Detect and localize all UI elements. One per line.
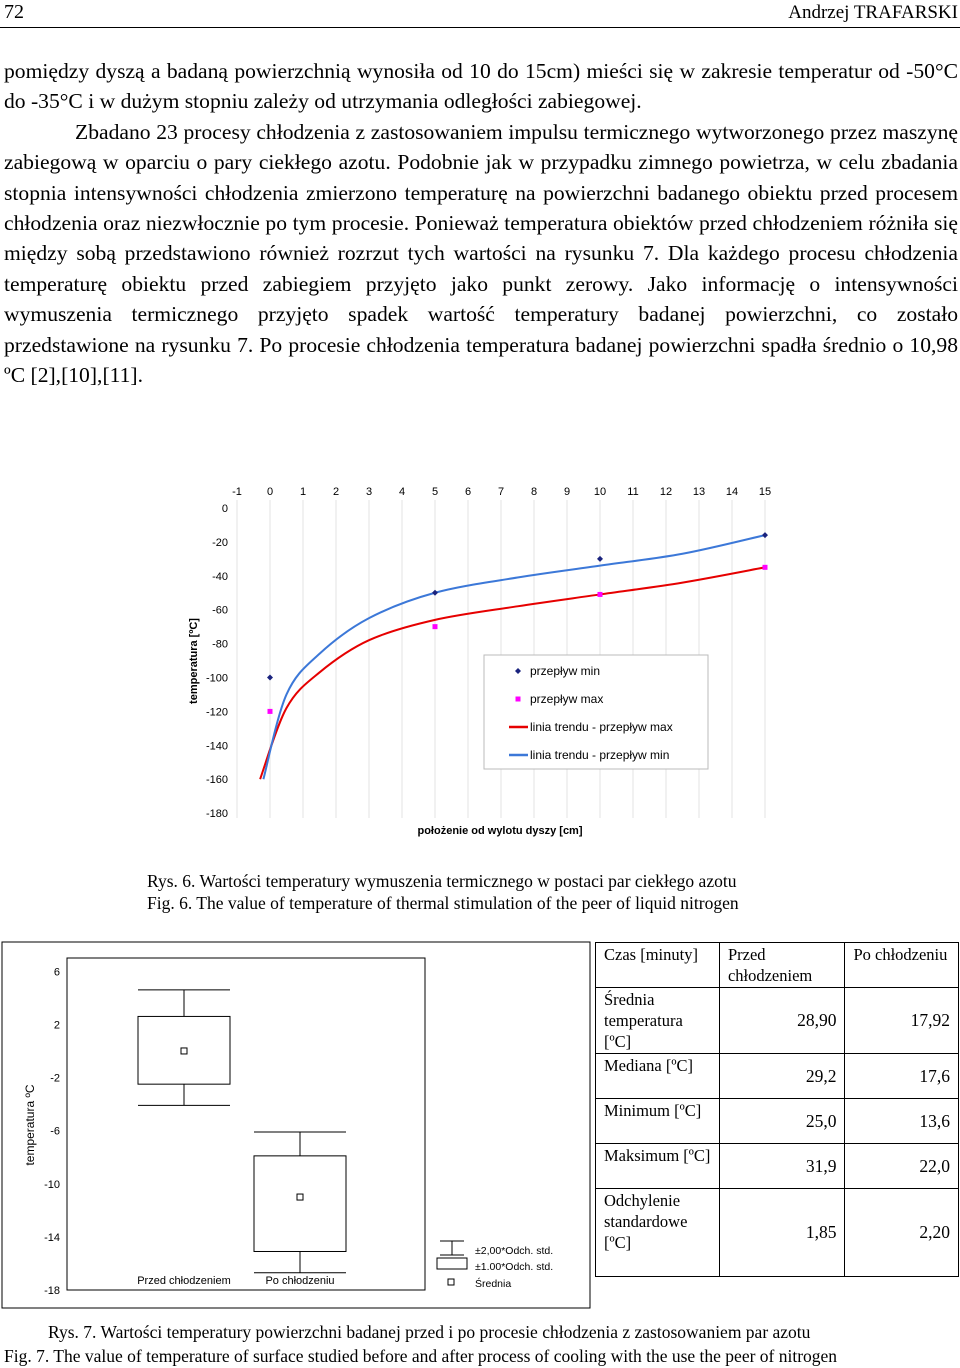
chart1-point-max (268, 709, 273, 714)
table-row-label: Średnia temperatura [ºC] (596, 988, 720, 1054)
page-number: 72 (4, 1, 24, 23)
table-header-cell: Czas [minuty] (596, 943, 720, 988)
boxplot-y-axis-label: temperatura ºC (23, 1084, 37, 1166)
table-row (596, 988, 959, 1054)
table-row-label: Odchylenie standardowe [ºC] (596, 1189, 720, 1277)
chart1-legend-label: linia trendu - przepływ min (530, 748, 670, 762)
chart1-x-tick-label: 6 (464, 486, 472, 498)
boxplot-box-2 (254, 1132, 346, 1273)
table-row-label: Minimum [ºC] (596, 1099, 720, 1144)
table-row-label: Mediana [ºC] (596, 1054, 720, 1099)
chart1-legend-label: linia trendu - przepływ max (530, 720, 673, 734)
paragraph-1: pomiędzy dyszą a badaną powierzchnią wynosiła od 10 do 15cm) mieści się w zakresie temperatur od -50°C do -35°C i w dużym stopniu zależy od utrzymania odległości zabiegowej. (4, 59, 958, 114)
chart1-x-tick-label: 14 (725, 486, 739, 498)
boxplot-categories (137, 1275, 334, 1287)
boxplot-y-tick-label: -2 (50, 1072, 60, 1085)
chart1-y-tick-label: -60 (212, 604, 228, 617)
chart1-x-tick-label: -1 (232, 486, 242, 498)
chart1-x-tick-label: 9 (563, 486, 571, 498)
boxplot-y-ticks (44, 966, 60, 1297)
table-row (596, 1144, 959, 1189)
chart1-x-tick-label: 1 (299, 486, 307, 498)
chart1-x-axis-label: położenie od wylotu dyszy [cm] (417, 825, 583, 837)
boxplot-mean-marker (181, 1048, 187, 1054)
boxplot-y-tick-label: -14 (44, 1231, 60, 1244)
table-row (596, 1099, 959, 1144)
chart1-y-tick-label: -140 (205, 740, 228, 753)
chart1-x-tick-label: 3 (365, 486, 373, 498)
table-cell-after: 2,20 (845, 1189, 959, 1277)
chart1-point-min (267, 675, 273, 681)
figure-7-boxplot (0, 940, 592, 1310)
chart1-y-tick-label: 0 (221, 503, 228, 515)
table-row-label: Maksimum [ºC] (596, 1144, 720, 1189)
chart1-point-max (598, 592, 603, 597)
boxplot-y-tick-label: 6 (53, 966, 60, 979)
chart1-x-tick-label: 12 (659, 486, 673, 498)
table-row (596, 1189, 959, 1277)
table-cell-after: 17,6 (845, 1054, 959, 1099)
chart1-x-tick-label: 10 (593, 486, 607, 498)
table-header-cell: Przed chłodzeniem (719, 943, 845, 988)
table-row (596, 1054, 959, 1099)
boxplot-plot-frame (67, 958, 425, 1290)
chart1-x-tick-label: 0 (266, 486, 274, 498)
chart1-x-tick-label: 15 (758, 486, 772, 498)
table-cell-after: 22,0 (845, 1144, 959, 1189)
chart1-x-tick-label: 4 (398, 486, 406, 498)
boxplot-y-tick-label: -10 (44, 1178, 60, 1191)
chart1-y-tick-label: -160 (205, 774, 228, 787)
boxplot-legend (437, 1241, 553, 1290)
chart1-point-min (432, 590, 438, 596)
legend-1std-icon (437, 1258, 467, 1269)
chart1-point-min (597, 556, 603, 562)
boxplot-legend-label: Średnia (475, 1278, 512, 1290)
boxplot-legend-label: ±2,00*Odch. std. (475, 1245, 554, 1257)
table-cell-before: 29,2 (719, 1054, 845, 1099)
chart1-y-tick-label: -20 (212, 536, 228, 549)
boxplot-plot-area (67, 958, 425, 1290)
chart1-legend-label: przepływ min (530, 664, 601, 678)
chart1-point-max (763, 565, 768, 570)
table-cell-before: 25,0 (719, 1099, 845, 1144)
paragraph-2: Zbadano 23 procesy chłodzenia z zastosowaniem impulsu termicznego wytworzonego przez maszynę zabiegową w oparciu o pary ciekłego azotu. Podobnie jak w przypadku zimnego powietrza, w celu zbadania stopnia intensywności chłodzenia zmierzono temperaturę na powierzchni badanego obiektu przed procesem chłodzenia oraz niezwłocznie po tym procesie. Ponieważ temperatura obiektów przed chłodzeniem różniła się między sobą przedstawiono również rozrzut tych wartości na rysunku 7. Dla każdego procesu chłodzenia temperaturę obiektu przed zabiegiem przyjęto jako punkt zerowy. Jako informację o intensywności wymuszenia termicznego przyjęto spadek wartość temperatury badanej powierzchni, co zostało przedstawione na rysunku 7. Po procesie chłodzenia temperatura badanej powierzchni spadła średnio o 10,98 ºC [2],[10],[11]. (4, 119, 958, 388)
chart1-legend-swatch (516, 697, 521, 702)
boxplot-y-tick-label: -18 (44, 1285, 60, 1297)
chart1-x-ticks (232, 486, 771, 498)
boxplot-mean-marker (297, 1194, 303, 1200)
boxplot-iqr-box (254, 1156, 346, 1252)
figure-7-caption-en: Fig. 7. The value of temperature of surface studied before and after process of cooling with the use the peer of nitrogen (4, 1346, 838, 1366)
statistics-table (595, 942, 959, 1277)
table-cell-before: 1,85 (719, 1189, 845, 1277)
boxplot-category-label: Po chłodzeniu (265, 1275, 335, 1287)
chart1-point-max (433, 624, 438, 629)
boxplot-box-1 (138, 990, 230, 1106)
table-header-cell: Po chłodzeniu (845, 943, 959, 988)
chart1-x-tick-label: 2 (332, 486, 340, 498)
chart1-point-min (762, 532, 768, 538)
chart1-y-tick-label: -80 (212, 638, 228, 651)
chart1-x-tick-label: 11 (627, 486, 639, 498)
chart1-y-tick-label: -100 (205, 672, 228, 685)
boxplot-category-label: Przed chłodzeniem (137, 1275, 231, 1287)
chart1-y-ticks (206, 503, 228, 820)
figure-6-caption-pl: Rys. 6. Wartości temperatury wymuszenia termicznego w postaci par ciekłego azotu (147, 871, 737, 891)
author-name: Andrzej TRAFARSKI (788, 2, 958, 23)
chart1-y-axis-label: temperatura [ºC] (188, 618, 200, 704)
table-cell-before: 28,90 (719, 988, 845, 1054)
chart1-y-tick-label: -120 (205, 706, 228, 719)
chart1-y-tick-label: -180 (205, 808, 228, 821)
boxplot-legend-label: ±1.00*Odch. std. (475, 1261, 554, 1273)
legend-mean-icon (448, 1279, 454, 1285)
table-cell-after: 13,6 (845, 1099, 959, 1144)
boxplot-boxes (138, 990, 346, 1273)
boxplot-y-tick-label: 2 (53, 1019, 60, 1032)
chart1-legend (484, 655, 708, 769)
figure-6-caption-en: Fig. 6. The value of temperature of thermal stimulation of the peer of liquid nitrogen (147, 893, 739, 913)
figure-7-caption-pl: Rys. 7. Wartości temperatury powierzchni badanej przed i po procesie chłodzenia z zastosowaniem par azotu (48, 1322, 811, 1342)
chart1-x-tick-label: 8 (530, 486, 538, 498)
chart1-x-tick-label: 7 (497, 486, 505, 498)
table-cell-before: 31,9 (719, 1144, 845, 1189)
chart1-x-tick-label: 13 (692, 486, 706, 498)
table-cell-after: 17,92 (845, 988, 959, 1054)
table-header-row (596, 943, 959, 988)
chart1-legend-label: przepływ max (530, 692, 604, 706)
boxplot-y-tick-label: -6 (50, 1125, 60, 1138)
chart1-y-tick-label: -40 (212, 570, 228, 583)
chart1-x-tick-label: 5 (431, 486, 439, 498)
